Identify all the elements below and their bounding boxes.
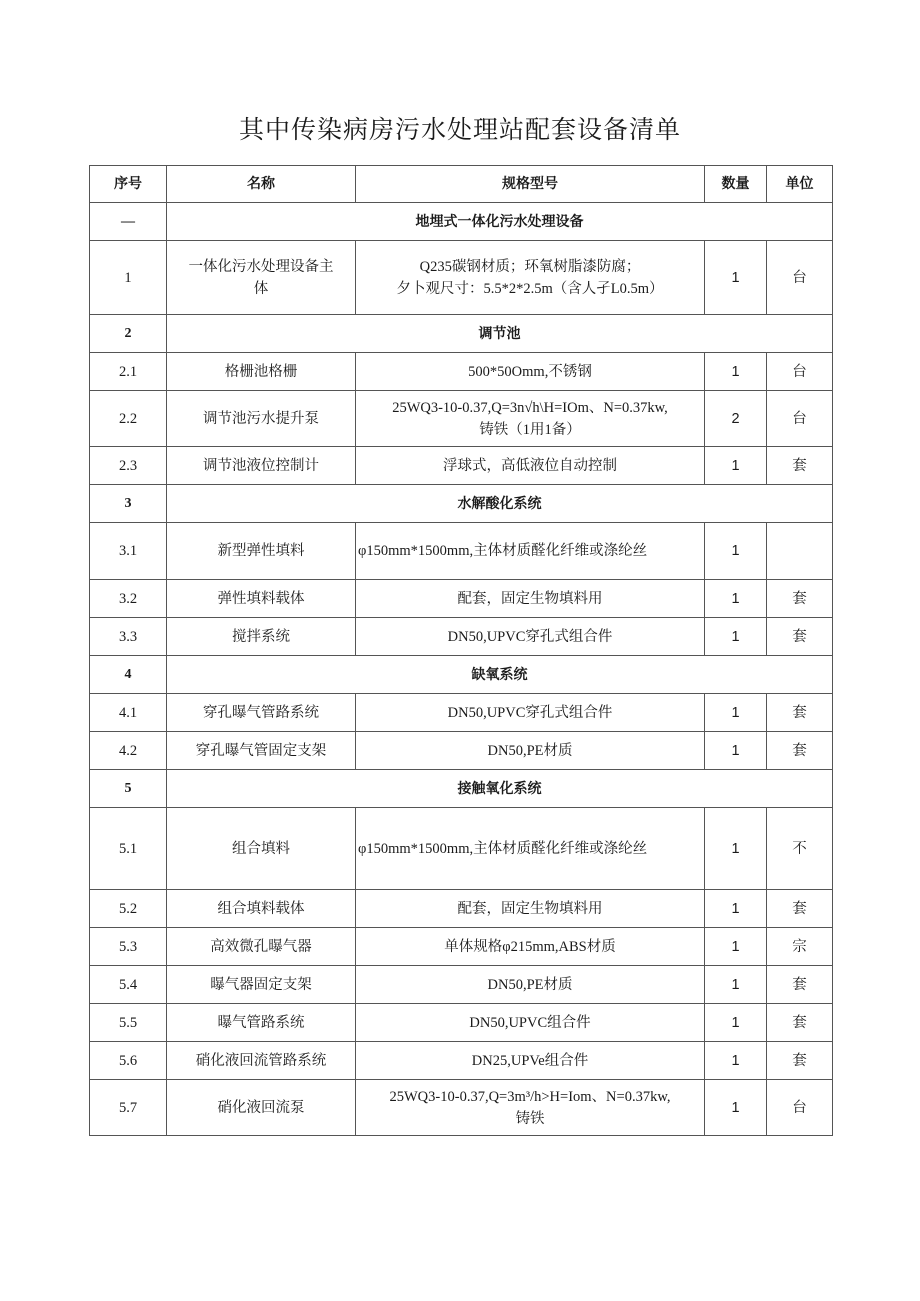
item-spec <box>356 618 705 656</box>
item-quantity: 1 <box>705 1080 767 1136</box>
item-quantity: 1 <box>705 241 767 315</box>
item-name <box>167 694 356 732</box>
item-number: 3.1 <box>90 523 167 580</box>
item-unit: 台 <box>767 353 833 391</box>
item-unit: 套 <box>767 732 833 770</box>
item-spec-line: 浮球式，高低液位自动控制 <box>443 457 617 474</box>
table-row <box>90 523 833 580</box>
item-name-line: 组合填料 <box>232 840 290 857</box>
item-number: 5.3 <box>90 928 167 966</box>
item-unit: 台 <box>767 391 833 447</box>
item-number: 2.3 <box>90 447 167 485</box>
table-row <box>90 928 833 966</box>
item-spec-line: φ150mm*1500mm,主体材质醛化纤维或涤纶丝 <box>358 543 648 559</box>
item-name-line: 新型弹性填料 <box>217 543 305 559</box>
item-spec-line: DN50,UPVC穿孔式组合件 <box>447 628 613 645</box>
item-name <box>167 241 356 315</box>
item-unit: 台 <box>767 1080 833 1136</box>
item-spec-line: 单体规格φ215mm,ABS材质 <box>444 938 616 955</box>
section-row <box>90 315 833 353</box>
item-name-line: 一体化污水处理设备主 <box>188 258 334 275</box>
item-spec-line: DN50,UPVC穿孔式组合件 <box>447 704 613 721</box>
item-name-line: 曝气器固定支架 <box>210 976 312 993</box>
item-unit: 套 <box>767 890 833 928</box>
item-name <box>167 618 356 656</box>
header-no: 序号 <box>90 166 167 203</box>
equipment-table <box>89 165 833 1136</box>
item-spec-line: DN50,UPVC组合件 <box>469 1014 591 1031</box>
section-title: 水解酸化系统 <box>167 485 833 523</box>
header-name: 名称 <box>167 166 356 203</box>
section-number: 4 <box>90 656 167 694</box>
item-quantity: 1 <box>705 1004 767 1042</box>
section-row <box>90 485 833 523</box>
item-name <box>167 928 356 966</box>
item-unit: 套 <box>767 1004 833 1042</box>
table-row <box>90 1042 833 1080</box>
item-name-line: 调节池污水提升泵 <box>203 410 319 427</box>
item-spec-line: Q235碳钢材质；环氧树脂漆防腐； <box>419 258 641 275</box>
item-quantity: 1 <box>705 1042 767 1080</box>
item-name <box>167 1080 356 1136</box>
item-unit: 套 <box>767 966 833 1004</box>
item-name-line: 搅拌系统 <box>232 628 290 645</box>
table-row <box>90 1004 833 1042</box>
item-name <box>167 353 356 391</box>
table-row <box>90 618 833 656</box>
item-unit: 套 <box>767 580 833 618</box>
item-spec-line: DN25,UPVe组合件 <box>471 1052 589 1069</box>
item-spec <box>356 523 705 580</box>
item-name-line: 穿孔曝气管固定支架 <box>195 742 327 759</box>
item-unit: 套 <box>767 447 833 485</box>
item-quantity: 1 <box>705 694 767 732</box>
item-name-line: 硝化液回流管路系统 <box>195 1052 327 1069</box>
item-spec-line: 25WQ3-10-0.37,Q=3n√h\H=IOm、N=0.37kw, <box>392 399 668 416</box>
item-number: 5.6 <box>90 1042 167 1080</box>
section-number: — <box>90 203 167 241</box>
item-spec <box>356 890 705 928</box>
item-spec <box>356 447 705 485</box>
item-spec <box>356 808 705 890</box>
item-name <box>167 732 356 770</box>
item-name-line: 体 <box>253 280 269 297</box>
item-number: 5.4 <box>90 966 167 1004</box>
item-spec-line: 配套，固定生物填料用 <box>457 590 603 607</box>
table-body <box>90 203 833 1136</box>
item-spec-line: 铸铁（1用1备） <box>479 421 581 438</box>
item-number: 2.2 <box>90 391 167 447</box>
section-row <box>90 656 833 694</box>
section-number: 3 <box>90 485 167 523</box>
item-name-line: 高效微孔曝气器 <box>210 938 312 955</box>
page-title: 其中传染病房污水处理站配套设备清单 <box>238 115 681 144</box>
table-header-row <box>90 166 833 203</box>
item-number: 5.2 <box>90 890 167 928</box>
table-row <box>90 694 833 732</box>
item-spec <box>356 391 705 447</box>
item-name <box>167 808 356 890</box>
item-spec-line: DN50,PE材质 <box>487 742 573 759</box>
item-name-line: 曝气管路系统 <box>217 1014 305 1031</box>
item-spec <box>356 966 705 1004</box>
item-number: 3.3 <box>90 618 167 656</box>
item-spec <box>356 928 705 966</box>
section-title: 地埋式一体化污水处理设备 <box>167 203 833 241</box>
table-row <box>90 890 833 928</box>
table-row <box>90 1080 833 1136</box>
section-row <box>90 770 833 808</box>
item-spec-line: φ150mm*1500mm,主体材质醛化纤维或涤纶丝 <box>358 840 648 857</box>
item-name-line: 组合填料载体 <box>217 900 305 917</box>
item-quantity: 1 <box>705 353 767 391</box>
item-spec-line: DN50,PE材质 <box>487 976 573 993</box>
item-spec <box>356 694 705 732</box>
item-spec-line: 500*50Omm,不锈钢 <box>468 363 592 380</box>
item-unit: 不 <box>767 808 833 890</box>
item-name <box>167 1042 356 1080</box>
item-name <box>167 966 356 1004</box>
item-spec <box>356 580 705 618</box>
item-name <box>167 1004 356 1042</box>
table-row <box>90 447 833 485</box>
item-spec <box>356 353 705 391</box>
item-number: 5.7 <box>90 1080 167 1136</box>
header-unit: 单位 <box>767 166 833 203</box>
item-spec <box>356 1004 705 1042</box>
item-spec <box>356 1080 705 1136</box>
item-quantity: 1 <box>705 890 767 928</box>
item-number: 2.1 <box>90 353 167 391</box>
item-name-line: 弹性填料载体 <box>217 590 305 607</box>
table-row <box>90 353 833 391</box>
item-number: 5.1 <box>90 808 167 890</box>
item-spec <box>356 1042 705 1080</box>
item-name-line: 硝化液回流泵 <box>217 1099 305 1116</box>
item-name <box>167 523 356 580</box>
section-title: 接触氧化系统 <box>167 770 833 808</box>
section-row <box>90 203 833 241</box>
item-name <box>167 391 356 447</box>
item-quantity: 1 <box>705 732 767 770</box>
item-spec-line: 夕卜观尺寸：5.5*2*2.5m（含人孑L0.5m） <box>396 280 664 297</box>
section-title: 调节池 <box>167 315 833 353</box>
item-unit: 套 <box>767 618 833 656</box>
item-quantity: 1 <box>705 580 767 618</box>
item-quantity: 1 <box>705 618 767 656</box>
header-spec: 规格型号 <box>356 166 705 203</box>
item-spec <box>356 241 705 315</box>
item-unit: 台 <box>767 241 833 315</box>
item-quantity: 1 <box>705 523 767 580</box>
table-row <box>90 241 833 315</box>
item-quantity: 1 <box>705 928 767 966</box>
item-spec <box>356 732 705 770</box>
header-qty: 数量 <box>705 166 767 203</box>
item-name-line: 调节池液位控制计 <box>203 457 319 474</box>
item-number: 5.5 <box>90 1004 167 1042</box>
item-unit: 套 <box>767 694 833 732</box>
item-name <box>167 447 356 485</box>
item-quantity: 1 <box>705 447 767 485</box>
table-row <box>90 808 833 890</box>
item-spec-line: 铸铁 <box>515 1110 545 1127</box>
item-unit: 宗 <box>767 928 833 966</box>
table-row <box>90 391 833 447</box>
item-quantity: 1 <box>705 808 767 890</box>
table-row <box>90 732 833 770</box>
table-row <box>90 580 833 618</box>
item-spec-line: 25WQ3-10-0.37,Q=3m³/h>H=Iom、N=0.37kw, <box>389 1088 671 1105</box>
item-name-line: 格栅池格栅 <box>224 363 298 380</box>
item-number: 3.2 <box>90 580 167 618</box>
item-number: 1 <box>90 241 167 315</box>
section-number: 2 <box>90 315 167 353</box>
item-name-line: 穿孔曝气管路系统 <box>203 704 319 721</box>
item-unit <box>767 523 833 580</box>
item-name <box>167 890 356 928</box>
item-quantity: 2 <box>705 391 767 447</box>
item-number: 4.1 <box>90 694 167 732</box>
item-name <box>167 580 356 618</box>
section-title: 缺氧系统 <box>167 656 833 694</box>
section-number: 5 <box>90 770 167 808</box>
item-spec-line: 配套，固定生物填料用 <box>457 900 603 917</box>
item-unit: 套 <box>767 1042 833 1080</box>
item-quantity: 1 <box>705 966 767 1004</box>
table-row <box>90 966 833 1004</box>
item-number: 4.2 <box>90 732 167 770</box>
